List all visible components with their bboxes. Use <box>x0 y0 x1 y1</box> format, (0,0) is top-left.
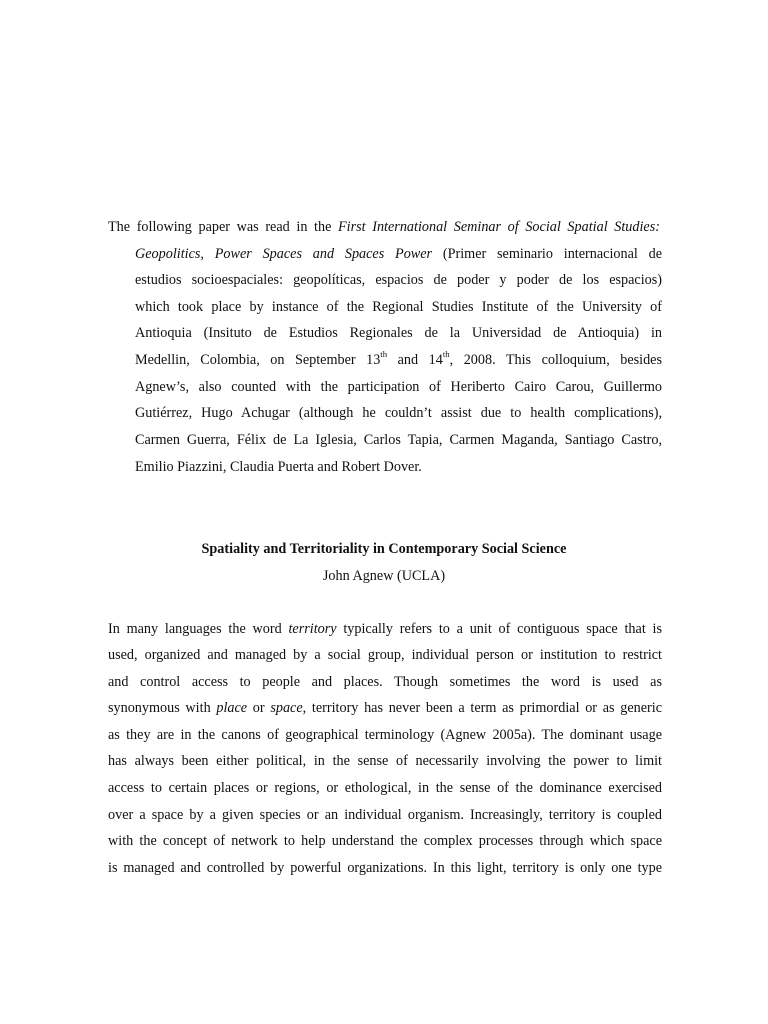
text-line: and control access to people and places. Though sometimes the word is used as <box>108 674 662 690</box>
text-line: Emilio Piazzini, Claudia Puerta and Robert Dover. <box>135 459 422 475</box>
text-line: Carmen Guerra, Félix de La Iglesia, Carlos Tapia, Carmen Maganda, Santiago Castro, <box>135 432 662 448</box>
text-line: has always been either political, in the sense of necessarily involving the power to limit <box>108 753 662 769</box>
paper-title: Spatiality and Territoriality in Contemporary Social Science <box>201 541 567 557</box>
text-line: access to certain places or regions, or ethological, in the sense of the dominance exercised <box>108 780 662 796</box>
text-line: Agnew’s, also counted with the participation of Heriberto Cairo Carou, Guillermo <box>135 379 662 395</box>
text-line: estudios socioespaciales: geopolíticas, espacios de poder y poder de los espacios) <box>135 272 662 288</box>
text-line: In many languages the word territory typically refers to a unit of contiguous space that is <box>108 621 662 637</box>
text-line: Antioquia (Insituto de Estudios Regionales de la Universidad de Antioquia) in <box>135 325 662 341</box>
text-line: Geopolitics, Power Spaces and Spaces Power (Primer seminario internacional de <box>135 246 662 262</box>
text-line: Medellin, Colombia, on September 13th and 14th, 2008. This colloquium, besides <box>135 348 662 368</box>
text-line: which took place by instance of the Regional Studies Institute of the University of <box>135 299 662 315</box>
text-line: Gutiérrez, Hugo Achugar (although he couldn’t assist due to health complications), <box>135 405 662 421</box>
text-line: The following paper was read in the First International Seminar of Social Spatial Studies: <box>108 219 660 235</box>
text-line: over a space by a given species or an individual organism. Increasingly, territory is coupled <box>108 807 662 823</box>
text-line: is managed and controlled by powerful organizations. In this light, territory is only one type <box>108 860 662 876</box>
paper-author: John Agnew (UCLA) <box>322 568 446 584</box>
text-line: used, organized and managed by a social group, individual person or institution to restrict <box>108 647 662 663</box>
text-line: synonymous with place or space, territory has never been a term as primordial or as generic <box>108 700 662 716</box>
text-line: with the concept of network to help understand the complex processes through which space <box>108 833 662 849</box>
text-line: as they are in the canons of geographical terminology (Agnew 2005a). The dominant usage <box>108 727 662 743</box>
